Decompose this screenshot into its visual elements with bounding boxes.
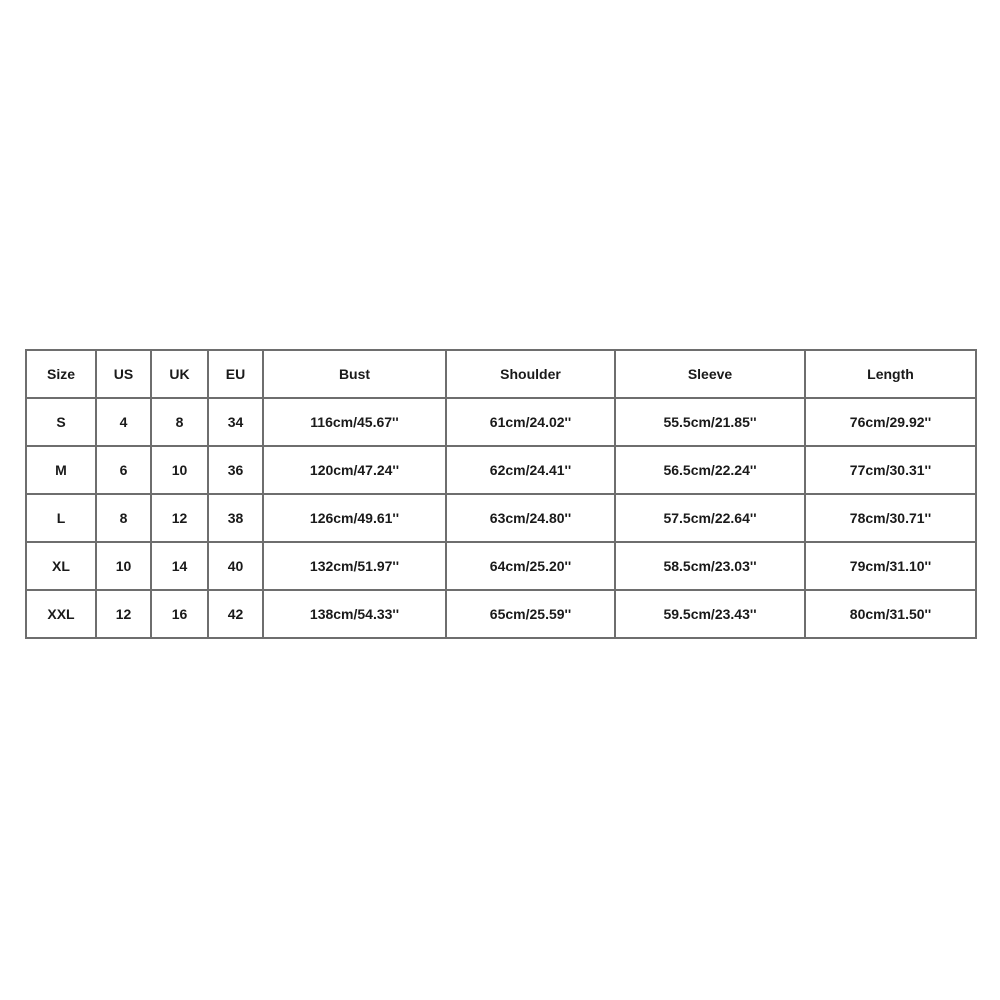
cell-uk: 12	[151, 494, 208, 542]
cell-uk: 14	[151, 542, 208, 590]
header-eu: EU	[208, 350, 263, 398]
size-chart-table	[25, 349, 977, 639]
cell-bust: 132cm/51.97''	[263, 542, 446, 590]
cell-sleeve: 56.5cm/22.24''	[615, 446, 805, 494]
cell-bust: 116cm/45.67''	[263, 398, 446, 446]
cell-size: L	[26, 494, 96, 542]
cell-sleeve: 57.5cm/22.64''	[615, 494, 805, 542]
cell-shoulder: 65cm/25.59''	[446, 590, 615, 638]
header-length: Length	[805, 350, 976, 398]
cell-eu: 40	[208, 542, 263, 590]
table-row	[26, 398, 976, 446]
cell-uk: 10	[151, 446, 208, 494]
cell-uk: 8	[151, 398, 208, 446]
cell-bust: 138cm/54.33''	[263, 590, 446, 638]
cell-length: 79cm/31.10''	[805, 542, 976, 590]
cell-eu: 38	[208, 494, 263, 542]
header-shoulder: Shoulder	[446, 350, 615, 398]
cell-size: XL	[26, 542, 96, 590]
cell-us: 8	[96, 494, 151, 542]
cell-shoulder: 63cm/24.80''	[446, 494, 615, 542]
header-size: Size	[26, 350, 96, 398]
cell-shoulder: 64cm/25.20''	[446, 542, 615, 590]
cell-eu: 36	[208, 446, 263, 494]
cell-sleeve: 58.5cm/23.03''	[615, 542, 805, 590]
cell-uk: 16	[151, 590, 208, 638]
cell-bust: 126cm/49.61''	[263, 494, 446, 542]
cell-length: 77cm/30.31''	[805, 446, 976, 494]
cell-us: 4	[96, 398, 151, 446]
header-sleeve: Sleeve	[615, 350, 805, 398]
cell-us: 12	[96, 590, 151, 638]
table-row	[26, 590, 976, 638]
table-row	[26, 446, 976, 494]
cell-us: 10	[96, 542, 151, 590]
cell-eu: 34	[208, 398, 263, 446]
header-row	[26, 350, 976, 398]
header-uk: UK	[151, 350, 208, 398]
cell-length: 78cm/30.71''	[805, 494, 976, 542]
cell-eu: 42	[208, 590, 263, 638]
table-row	[26, 542, 976, 590]
header-us: US	[96, 350, 151, 398]
cell-shoulder: 62cm/24.41''	[446, 446, 615, 494]
cell-size: M	[26, 446, 96, 494]
cell-size: S	[26, 398, 96, 446]
cell-bust: 120cm/47.24''	[263, 446, 446, 494]
header-bust: Bust	[263, 350, 446, 398]
table-row	[26, 494, 976, 542]
cell-length: 76cm/29.92''	[805, 398, 976, 446]
cell-sleeve: 59.5cm/23.43''	[615, 590, 805, 638]
cell-length: 80cm/31.50''	[805, 590, 976, 638]
cell-us: 6	[96, 446, 151, 494]
cell-shoulder: 61cm/24.02''	[446, 398, 615, 446]
cell-size: XXL	[26, 590, 96, 638]
cell-sleeve: 55.5cm/21.85''	[615, 398, 805, 446]
